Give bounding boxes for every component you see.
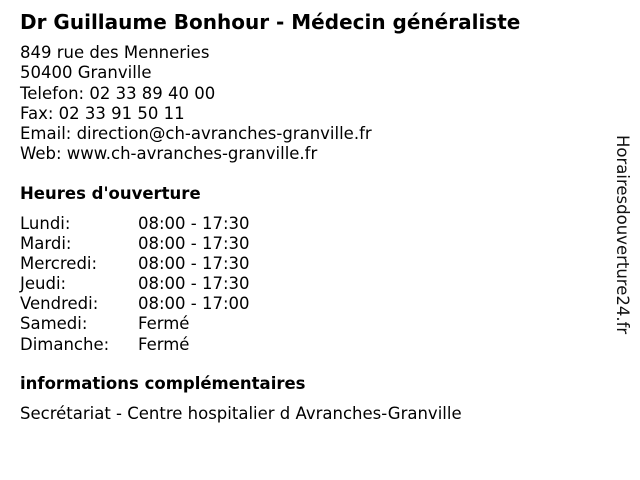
day-label: Mardi:: [20, 234, 72, 254]
address-street: 849 rue des Menneries: [20, 43, 210, 62]
time-range: 08:00 - 17:30: [138, 234, 250, 254]
additional-info-heading: informations complémentaires: [20, 374, 306, 393]
email-address: Email: direction@ch-avranches-granville.fr: [20, 124, 372, 144]
opening-hours-table: [20, 214, 250, 355]
hours-row-saturday: [20, 314, 250, 334]
contact-block: [20, 43, 372, 165]
website-url: Web: www.ch-avranches-granville.fr: [20, 144, 318, 164]
additional-info-text: Secrétariat - Centre hospitalier d Avranches-Granville: [20, 404, 462, 423]
time-range: 08:00 - 17:30: [138, 254, 250, 274]
hours-row-thursday: [20, 274, 250, 294]
site-watermark: Horairesdouverture24.fr: [613, 135, 632, 335]
fax-number: Fax: 02 33 91 50 11: [20, 103, 185, 123]
day-label: Mercredi:: [20, 254, 98, 274]
day-label: Jeudi:: [20, 274, 67, 294]
opening-hours-heading: Heures d'ouverture: [20, 184, 201, 203]
time-range: Fermé: [138, 334, 190, 354]
hours-row-sunday: [20, 335, 250, 355]
address-city: 50400 Granville: [20, 63, 152, 83]
hours-row-monday: [20, 214, 250, 234]
hours-row-tuesday: [20, 234, 250, 254]
page-title: Dr Guillaume Bonhour - Médecin généraliste: [20, 10, 521, 34]
hours-row-friday: [20, 294, 250, 314]
time-range: 08:00 - 17:30: [138, 214, 250, 233]
time-range: Fermé: [138, 314, 190, 334]
day-label: Samedi:: [20, 314, 88, 334]
day-label: Vendredi:: [20, 294, 99, 314]
time-range: 08:00 - 17:30: [138, 274, 250, 294]
hours-row-wednesday: [20, 254, 250, 274]
day-label: Dimanche:: [20, 334, 110, 354]
phone-number: Telefon: 02 33 89 40 00: [20, 83, 216, 103]
day-label: Lundi:: [20, 214, 71, 233]
time-range: 08:00 - 17:00: [138, 294, 250, 314]
